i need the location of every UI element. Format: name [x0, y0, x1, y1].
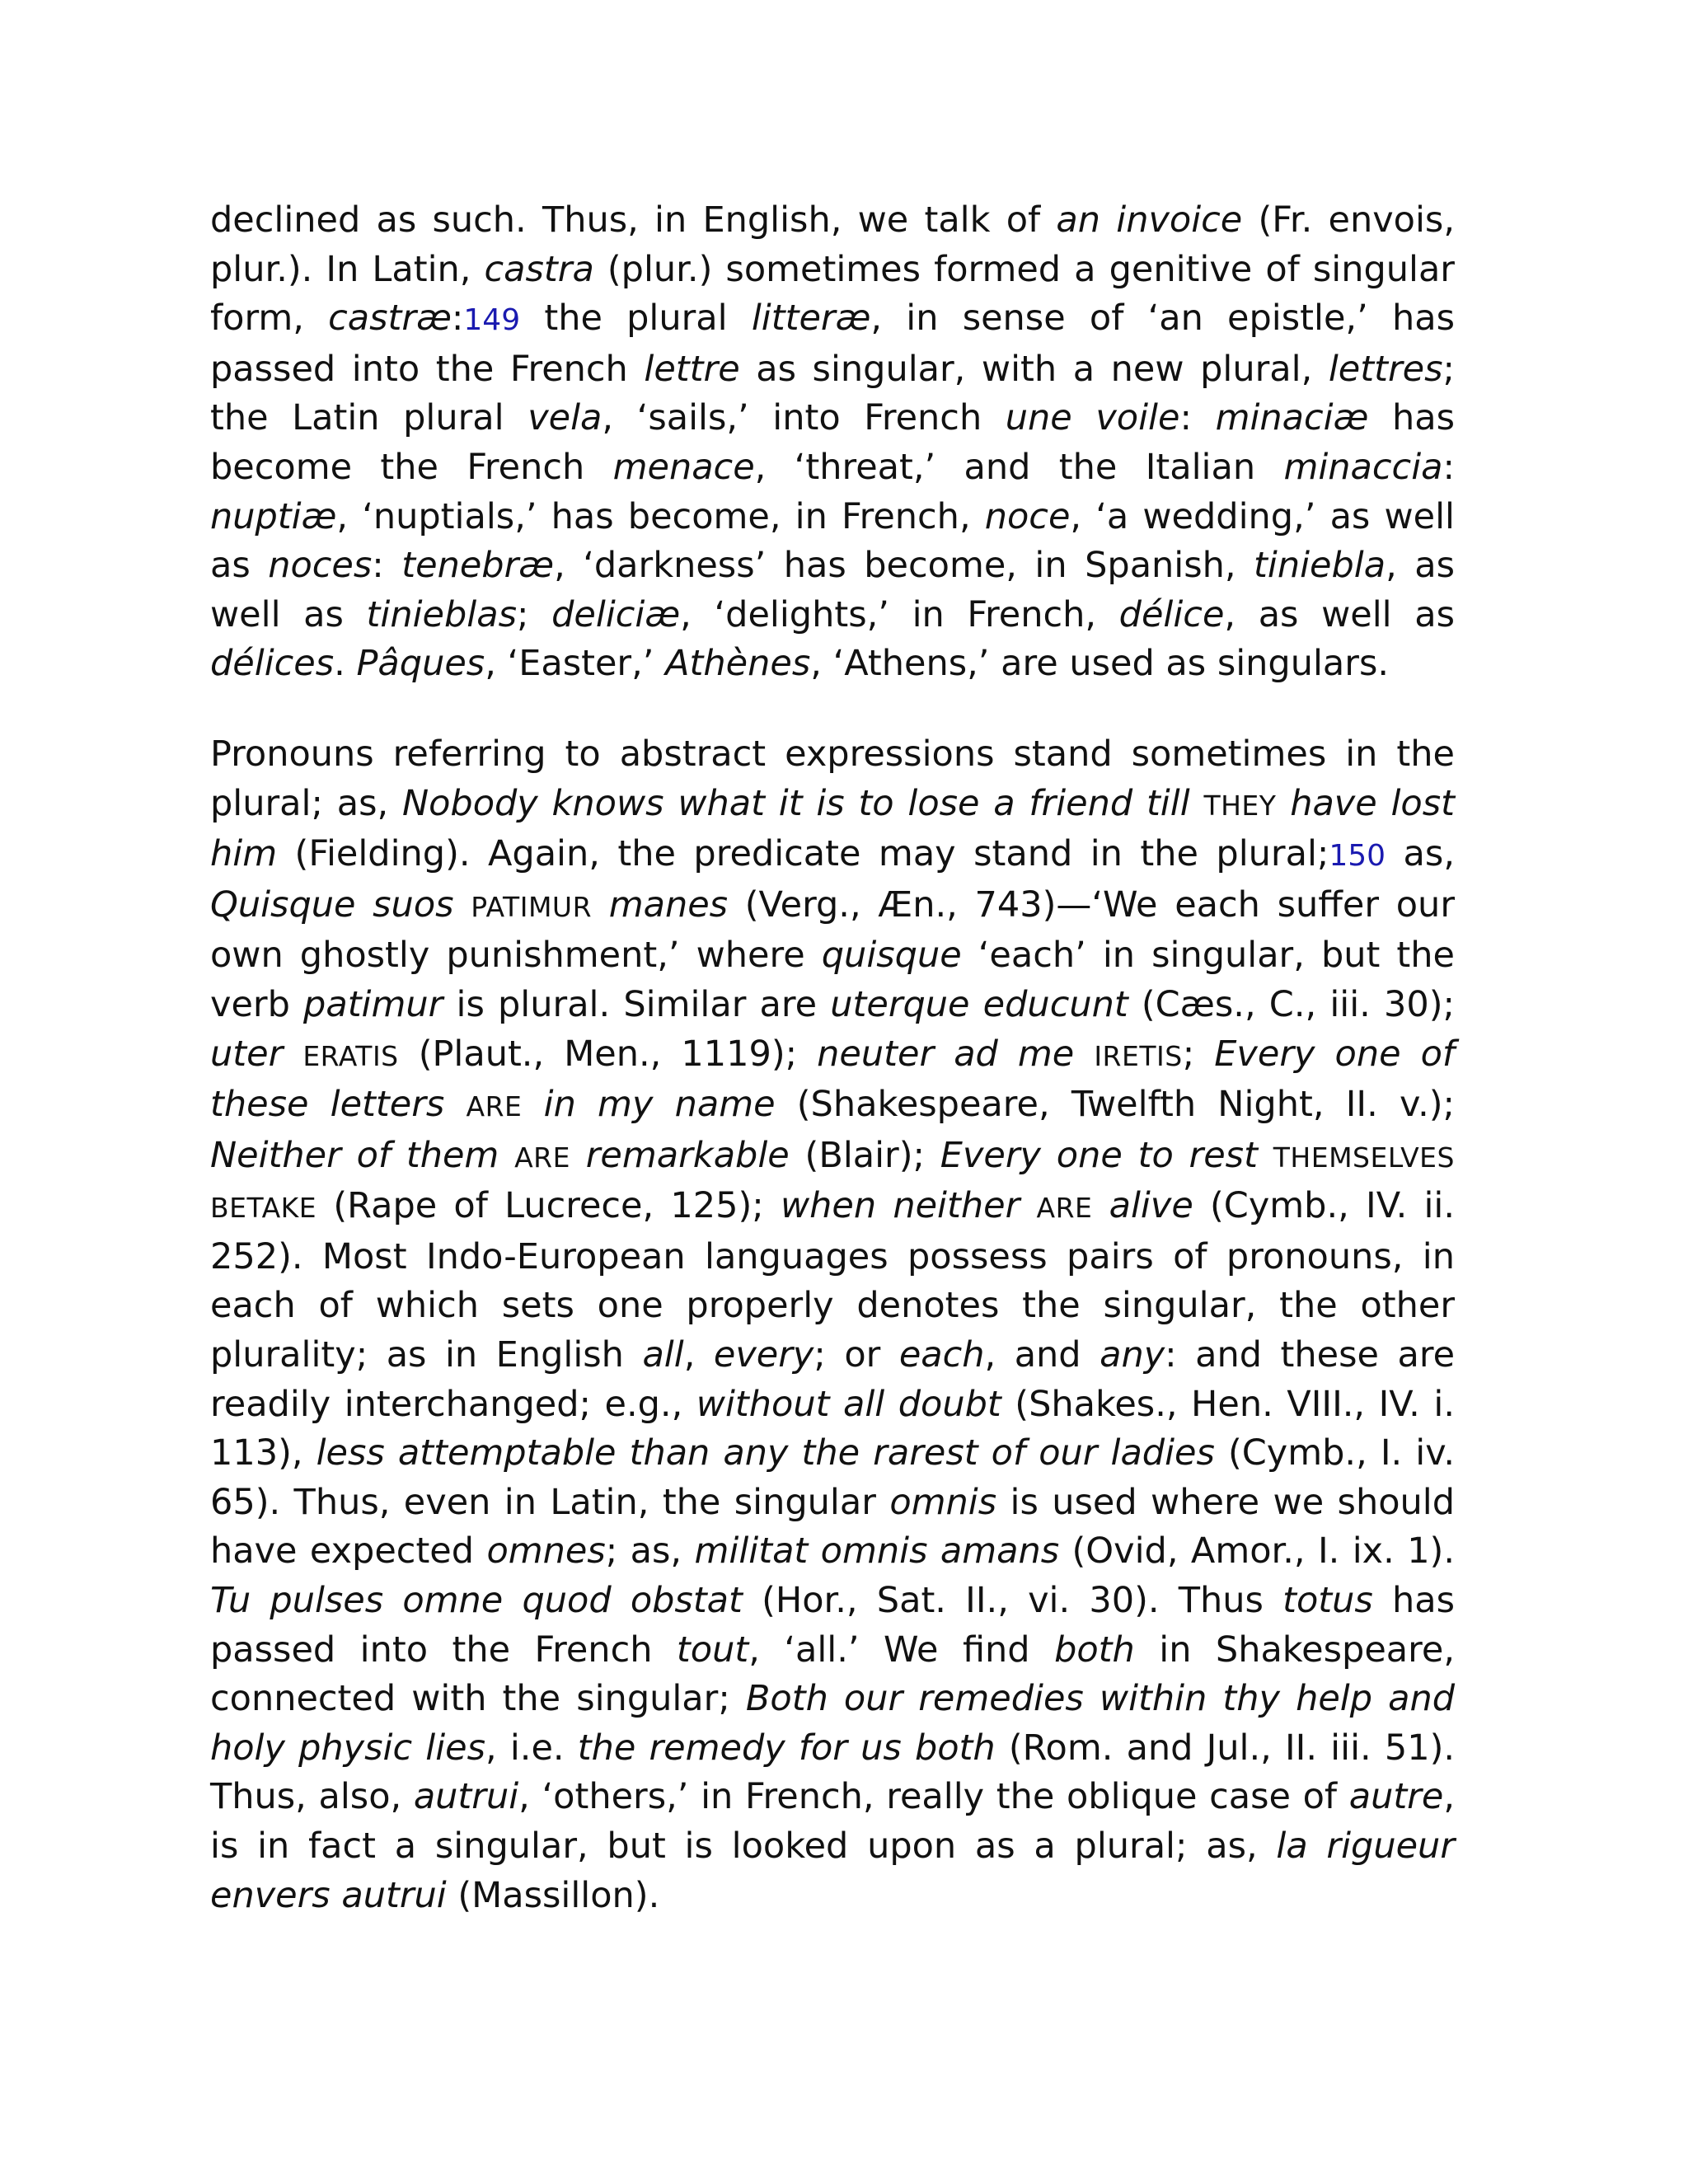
paragraph	[210, 730, 1455, 1920]
text-run: (plur.) sometimes formed a genitive of singular form,	[210, 248, 1455, 340]
italic-text: an invoice	[1056, 199, 1243, 241]
text-run: , and	[984, 1334, 1100, 1376]
text-run: ;	[517, 593, 552, 635]
italic-text: délice	[1118, 593, 1225, 635]
small-caps-text: IRETIS	[1094, 1039, 1183, 1072]
text-run	[1020, 1185, 1036, 1226]
text-run: , ‘others,’ in French, really the oblique case of	[518, 1776, 1349, 1818]
italic-text: castra	[484, 248, 594, 290]
text-run: ; the Latin plural	[210, 348, 1455, 439]
text-run: as,	[1386, 833, 1455, 875]
text-run	[570, 1135, 586, 1176]
italic-text: manes	[608, 883, 729, 926]
text-run	[1258, 1135, 1273, 1176]
text-run: (Cymb., IV. ii. 252). Most Indo-European languages possess pairs of pronouns, in each of which sets one properly denotes the singular, the other plurality; as in English	[210, 1185, 1456, 1376]
italic-text: without all doubt	[696, 1383, 1001, 1425]
italic-text: militat omnis amans	[694, 1530, 1060, 1572]
text-run: , ‘delights,’ in French,	[680, 593, 1119, 635]
italic-text: Both our remedies within thy help and holy physic lies	[210, 1678, 1455, 1769]
italic-text: autre	[1348, 1776, 1444, 1818]
small-caps-text: ARE	[1036, 1192, 1093, 1225]
text-run: (Cymb., I. iv. 65). Thus, even in Latin, the singular	[210, 1432, 1456, 1523]
italic-text: uter	[210, 1033, 284, 1075]
italic-text: minaccia	[1283, 446, 1443, 488]
text-run: :	[1179, 397, 1216, 439]
text-run	[454, 884, 471, 926]
italic-text: noce	[984, 495, 1071, 537]
text-run: , i.e.	[485, 1727, 578, 1769]
italic-text: in my name	[543, 1084, 776, 1126]
text-run: , ‘threat,’ and the Italian	[754, 446, 1284, 488]
italic-text: la rigueur envers autrui	[210, 1825, 1455, 1916]
text-run: has passed into the French	[210, 1580, 1455, 1671]
small-caps-text: ARE	[514, 1141, 570, 1174]
small-caps-text: ERATIS	[302, 1039, 399, 1072]
text-run	[1074, 1033, 1094, 1075]
italic-text: autrui	[413, 1776, 519, 1818]
small-caps-text: ARE	[466, 1090, 523, 1123]
italic-text: omnis	[889, 1481, 997, 1523]
italic-text: Athènes	[665, 643, 811, 685]
text-run: (Blair);	[789, 1134, 940, 1176]
text-run	[1190, 783, 1204, 824]
text-run: ‘each’ in singular, but the verb	[210, 935, 1455, 1025]
italic-text: patimur	[303, 983, 443, 1025]
text-run: (Shakes., Hen. VIII., IV. i. 113),	[210, 1383, 1455, 1474]
text-run	[522, 1084, 543, 1125]
italic-text: all	[642, 1334, 684, 1376]
text-run: is used where we should have expected	[210, 1481, 1455, 1572]
italic-text: tout	[676, 1629, 749, 1671]
italic-text: Every one to rest	[940, 1134, 1258, 1176]
text-run	[1092, 1185, 1109, 1226]
text-run: , ‘nuptials,’ has become, in French,	[336, 495, 985, 537]
text-run: ,	[683, 1334, 714, 1376]
text-run	[283, 1033, 302, 1075]
text-run: (Fr. envois, plur.). In Latin,	[210, 199, 1455, 290]
italic-text: nuptiæ	[210, 495, 337, 537]
italic-text: every	[713, 1334, 814, 1376]
text-run: (Rape of Lucrece, 125);	[316, 1185, 781, 1227]
text-run: , is in fact a singular, but is looked upon as a plural; as,	[210, 1776, 1455, 1867]
italic-text: both	[1054, 1629, 1135, 1671]
italic-text: deliciæ	[551, 593, 681, 635]
italic-text: litteræ	[751, 298, 871, 340]
italic-text: Pâques	[356, 643, 485, 685]
text-run: , ‘Athens,’ are used as singulars.	[810, 643, 1390, 685]
italic-text: uterque educunt	[830, 983, 1128, 1025]
italic-text: each	[898, 1334, 985, 1376]
italic-text: remarkable	[585, 1134, 790, 1176]
italic-text: Neither of them	[210, 1134, 499, 1176]
italic-text: Tu pulses omne quod obstat	[210, 1580, 743, 1622]
italic-text: quisque	[821, 935, 962, 977]
italic-text: totus	[1282, 1580, 1373, 1622]
italic-text: tinieblas	[366, 593, 518, 635]
text-run: (Shakespeare, Twelfth Night, II. v.);	[775, 1084, 1455, 1126]
paragraph	[210, 196, 1455, 689]
text-run: :	[372, 545, 402, 587]
text-run: :	[451, 298, 464, 340]
text-run: , ‘Easter,’	[485, 643, 666, 685]
text-run: (Rom. and Jul., II. iii. 51). Thus, also,	[210, 1727, 1456, 1818]
italic-text: when neither	[780, 1185, 1020, 1227]
small-caps-text: THEY	[1203, 789, 1277, 822]
small-caps-text: PATIMUR	[471, 890, 592, 923]
italic-text: noces	[268, 545, 373, 587]
italic-text: less attemptable than any the rarest of our ladies	[316, 1432, 1215, 1474]
text-run: (Hor., Sat. II., vi. 30). Thus	[742, 1580, 1283, 1622]
text-run: in Shakespeare, connected with the singular;	[210, 1629, 1455, 1720]
italic-text: castræ	[328, 298, 452, 340]
page-body	[210, 196, 1455, 1920]
text-run: ;	[1182, 1033, 1215, 1075]
text-run: ; or	[814, 1334, 899, 1376]
text-run: is plural. Similar are	[443, 983, 831, 1025]
text-run: the plural	[520, 298, 752, 340]
italic-text: Every one of these letters	[210, 1033, 1456, 1126]
footnote-ref-link[interactable]: 149	[463, 303, 521, 338]
text-run: , ‘all.’ We find	[748, 1629, 1055, 1671]
text-run: Pronouns referring to abstract expressions stand sometimes in the plural; as,	[210, 733, 1455, 824]
italic-text: lettre	[644, 348, 740, 390]
italic-text: Quisque suos	[210, 883, 454, 926]
text-run	[444, 1084, 466, 1125]
italic-text: délices	[210, 643, 335, 685]
text-run: , in sense of ‘an epistle,’ has passed into the French	[210, 298, 1455, 390]
text-run: (Fielding). Again, the predicate may stand in the plural;	[277, 833, 1329, 875]
text-run: .	[334, 643, 357, 685]
text-run: , ‘darkness’ has become, in Spanish,	[554, 545, 1254, 587]
text-run: has become the French	[210, 397, 1455, 488]
text-run: , ‘sails,’ into French	[602, 397, 1006, 439]
italic-text: vela	[528, 397, 603, 439]
italic-text: neuter ad me	[817, 1033, 1075, 1075]
text-run: ; as,	[605, 1530, 695, 1572]
text-run: , as well as	[210, 545, 1456, 635]
text-run: :	[1442, 446, 1455, 488]
italic-text: une voile	[1005, 397, 1180, 439]
text-run: (Verg., Æn., 743)—‘We each suffer our own ghostly punishment,’ where	[210, 883, 1455, 977]
italic-text: the remedy for us both	[577, 1727, 996, 1769]
italic-text: Nobody knows what it is to lose a friend till	[401, 782, 1190, 824]
text-run	[1276, 783, 1290, 824]
italic-text: tiniebla	[1254, 545, 1386, 587]
italic-text: omnes	[486, 1530, 606, 1572]
italic-text: minaciæ	[1215, 397, 1369, 439]
italic-text: lettres	[1328, 348, 1443, 390]
italic-text: menace	[612, 446, 755, 488]
text-run: , ‘a wedding,’ as well as	[210, 495, 1455, 587]
small-caps-text: THEMSELVES BETAKE	[210, 1141, 1455, 1225]
text-run: (Massillon).	[446, 1874, 660, 1916]
italic-text: any	[1100, 1334, 1165, 1376]
footnote-ref-link[interactable]: 150	[1329, 839, 1386, 874]
italic-text: have lost him	[210, 782, 1456, 875]
text-run: declined as such. Thus, in English, we talk of	[210, 199, 1057, 241]
text-run: (Ovid, Amor., I. ix. 1).	[1059, 1530, 1455, 1572]
italic-text: alive	[1109, 1185, 1193, 1227]
text-run: (Cæs., C., iii. 30);	[1128, 983, 1455, 1025]
text-run	[499, 1135, 514, 1176]
text-run: (Plaut., Men., 1119);	[398, 1033, 818, 1075]
text-run: as singular, with a new plural,	[739, 348, 1329, 390]
italic-text: tenebræ	[401, 545, 555, 587]
text-run	[592, 884, 609, 926]
text-run: , as well as	[1224, 593, 1455, 635]
text-run: : and these are readily interchanged; e.g.,	[210, 1334, 1456, 1425]
